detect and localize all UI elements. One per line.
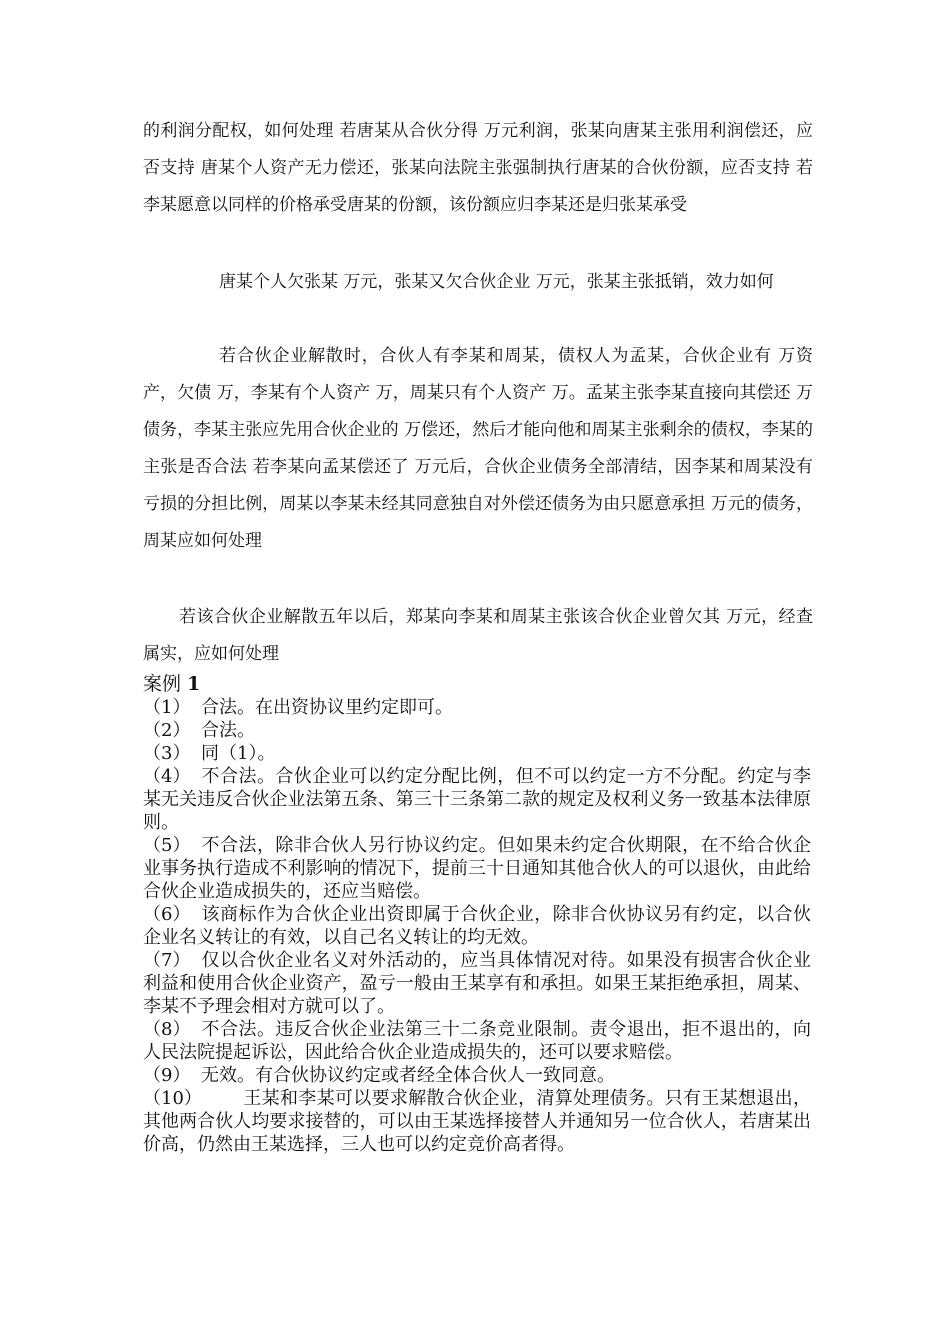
answer-item xyxy=(143,834,811,903)
answer-index: （6） xyxy=(143,904,191,925)
answer-index: （7） xyxy=(143,950,191,971)
case-heading-number: 1 xyxy=(187,673,201,695)
question-paragraph: 若该合伙企业解散五年以后，郑某向李某和周某主张该合伙企业曾欠其 万元，经查属实，应如何处理 xyxy=(143,607,813,664)
answer-item xyxy=(143,903,811,949)
question-paragraph: 唐某个人欠张某 万元，张某又欠合伙企业 万元，张某主张抵销，效力如何 xyxy=(219,272,774,292)
answer-index: （1） xyxy=(143,697,191,718)
answer-text: 合法。在出资协议里约定即可。 xyxy=(201,697,453,718)
case-heading-prefix: 案例 xyxy=(143,673,182,695)
answer-index: （9） xyxy=(143,1065,191,1086)
answer-index: （10） xyxy=(143,1088,202,1109)
answer-section xyxy=(143,672,811,1156)
answer-item xyxy=(143,719,811,742)
answer-index: （8） xyxy=(143,1019,191,1040)
answer-index: （5） xyxy=(143,835,191,856)
answer-item xyxy=(143,1018,811,1064)
answer-text: 仅以合伙企业名义对外活动的，应当具体情况对待。如果没有损害合伙企业利益和使用合伙企业资产，盈亏一般由王某享有和承担。如果王某拒绝承担，周某、李某不予理会相对方就可以了。 xyxy=(143,950,811,1017)
case-heading xyxy=(143,672,811,696)
answer-index: （2） xyxy=(143,720,191,741)
answer-text: 不合法，除非合伙人另行协议约定。但如果未约定合伙期限，在不给合伙企业事务执行造成不利影响的情况下，提前三十日通知其他合伙人的可以退伙，由此给合伙企业造成损失的，还应当赔偿。 xyxy=(143,835,811,902)
answer-text: 不合法。合伙企业可以约定分配比例，但不可以约定一方不分配。约定与李某无关违反合伙企业法第五条、第三十三条第二款的规定及权利义务一致基本法律原则。 xyxy=(143,766,811,833)
answer-item xyxy=(143,742,811,765)
question-paragraph: 的利润分配权，如何处理 若唐某从合伙分得 万元利润，张某向唐某主张用利润偿还，应否支持 唐某个人资产无力偿还，张某向法院主张强制执行唐某的合伙份额，应否支持 若李某愿意以同样的价格承受唐某的份额，该份额应归李某还是归张某承受 xyxy=(143,121,813,215)
answer-text: 不合法。违反合伙企业法第三十二条竞业限制。责令退出，拒不退出的，向人民法院提起诉讼，因此给合伙企业造成损失的，还可以要求赔偿。 xyxy=(143,1019,811,1063)
answer-text: 无效。有合伙协议约定或者经全体合伙人一致同意。 xyxy=(201,1065,615,1086)
answer-text: 该商标作为合伙企业出资即属于合伙企业，除非合伙协议另有约定，以合伙企业名义转让的有效，以自己名义转让的均无效。 xyxy=(143,904,811,948)
answer-item xyxy=(143,949,811,1018)
question-paragraph: 若合伙企业解散时，合伙人有李某和周某，债权人为孟某，合伙企业有 万资产，欠债 万，李某有个人资产 万，周某只有个人资产 万。孟某主张李某直接向其偿还 万债务，李某主张应先用合伙企业的 万偿还，然后才能向他和周某主张剩余的债权，李某的主张是否合法 若李某向孟某偿还了 万元后，合伙企业债务全部清结，因李某和周某没有亏损的分担比例，周某以李某未经其同意独自对外偿还债务为由只愿意承担 万元的债务，周某应如何处理 xyxy=(143,346,813,551)
answer-item xyxy=(143,696,811,719)
answer-index: （4） xyxy=(143,766,191,787)
answer-item xyxy=(143,1087,811,1156)
answer-item xyxy=(143,1064,811,1087)
answer-text: 王某和李某可以要求解散合伙企业，清算处理债务。只有王某想退出，其他两合伙人均要求接替的，可以由王某选择接替人并通知另一位合伙人，若唐某出价高，仍然由王某选择，三人也可以约定竞价高者得。 xyxy=(143,1088,811,1155)
answer-item xyxy=(143,765,811,834)
answer-text: 合法。 xyxy=(201,720,255,741)
answer-index: （3） xyxy=(143,743,191,764)
answer-text: 同（1）。 xyxy=(201,743,276,764)
